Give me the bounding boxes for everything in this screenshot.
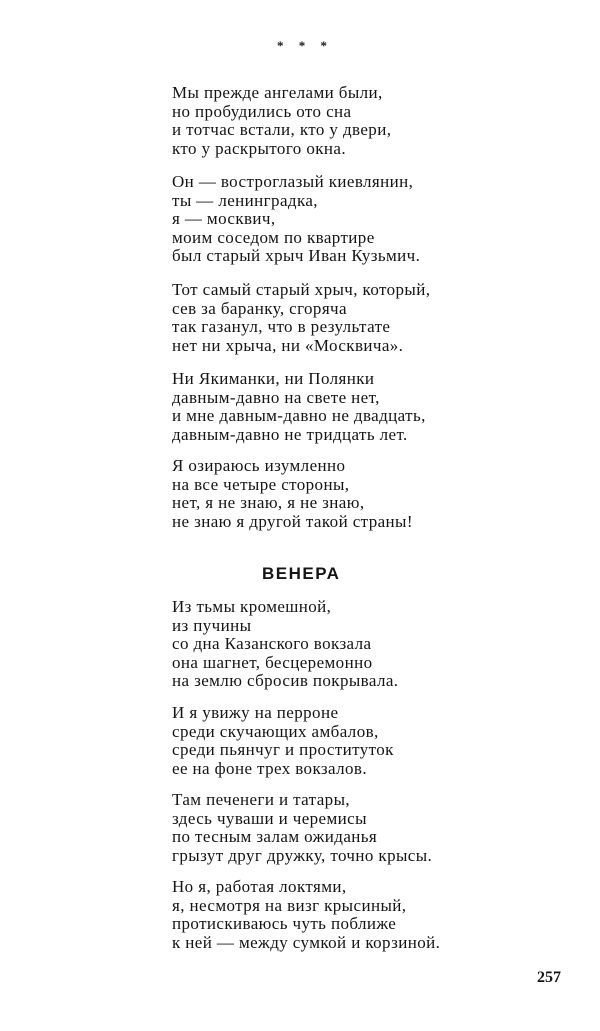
verse-line: был старый хрыч Иван Кузьмич. bbox=[172, 246, 421, 266]
verse-line: грызут друг дружку, точно крысы. bbox=[172, 845, 433, 865]
verse-line: я, несмотря на визг крысиный, bbox=[172, 895, 407, 915]
verse-line: Ни Якиманки, ни Полянки bbox=[172, 369, 375, 388]
verse-line: но пробудились ото сна bbox=[172, 101, 352, 121]
verse-line: ты — ленинградка, bbox=[172, 190, 318, 210]
poem2-stanza-4 bbox=[172, 878, 440, 952]
poem2-stanza-2 bbox=[172, 704, 394, 778]
verse-line: нет ни хрыча, ни «Москвича». bbox=[172, 335, 404, 355]
verse-line: протискиваюсь чуть поближе bbox=[172, 914, 397, 934]
section-separator: * * * bbox=[277, 38, 333, 53]
verse-line: нет, я не знаю, я не знаю, bbox=[172, 493, 365, 513]
verse-line: Я озираюсь изумленно bbox=[172, 456, 346, 475]
verse-line: Там печенеги и татары, bbox=[172, 790, 351, 809]
verse-line: не знаю я другой такой страны! bbox=[172, 511, 413, 531]
verse-line: кто у раскрытого окна. bbox=[172, 138, 346, 158]
verse-line: моим соседом по квартире bbox=[172, 227, 375, 247]
verse-line: давным-давно на свете нет, bbox=[172, 387, 380, 407]
poem-title: ВЕНЕРА bbox=[262, 564, 341, 583]
poem1-stanza-2 bbox=[172, 173, 420, 266]
verse-line: и тотчас встали, кто у двери, bbox=[172, 120, 392, 140]
verse-line: Из тьмы кромешной, bbox=[172, 597, 332, 616]
page-number: 257 bbox=[537, 969, 561, 986]
verse-line: давным-давно не тридцать лет. bbox=[172, 424, 408, 444]
verse-line: я — москвич, bbox=[172, 209, 276, 229]
verse-line: сев за баранку, сгоряча bbox=[172, 298, 347, 318]
verse-line: так газанул, что в результате bbox=[172, 317, 391, 337]
poem2-stanza-3 bbox=[172, 791, 432, 865]
verse-line: среди пьянчуг и проституток bbox=[172, 740, 394, 760]
poem1-stanza-5 bbox=[172, 457, 413, 531]
verse-line: среди скучающих амбалов, bbox=[172, 721, 379, 741]
verse-line: И я увижу на перроне bbox=[172, 703, 339, 722]
verse-line: Мы прежде ангелами были, bbox=[172, 83, 383, 102]
verse-line: на все четыре стороны, bbox=[172, 474, 350, 494]
verse-line: ее на фоне трех вокзалов. bbox=[172, 758, 367, 778]
verse-line: Он — востроглазый киевлянин, bbox=[172, 172, 414, 191]
verse-line: на землю сбросив покрывала. bbox=[172, 671, 399, 691]
verse-line: к ней — между сумкой и корзиной. bbox=[172, 932, 441, 952]
verse-line: по тесным залам ожиданья bbox=[172, 827, 378, 847]
poem1-stanza-3 bbox=[172, 281, 430, 355]
verse-line: здесь чуваши и черемисы bbox=[172, 808, 367, 828]
verse-line: Но я, работая локтями, bbox=[172, 877, 347, 896]
verse-line: она шагнет, бесцеремонно bbox=[172, 652, 373, 672]
poem2-stanza-1 bbox=[172, 598, 398, 691]
verse-line: Тот самый старый хрыч, который, bbox=[172, 280, 431, 299]
poem1-stanza-4 bbox=[172, 370, 426, 444]
verse-line: из пучины bbox=[172, 615, 252, 635]
poem1-stanza-1 bbox=[172, 84, 391, 158]
verse-line: и мне давным-давно не двадцать, bbox=[172, 406, 426, 426]
verse-line: со дна Казанского вокзала bbox=[172, 634, 372, 654]
